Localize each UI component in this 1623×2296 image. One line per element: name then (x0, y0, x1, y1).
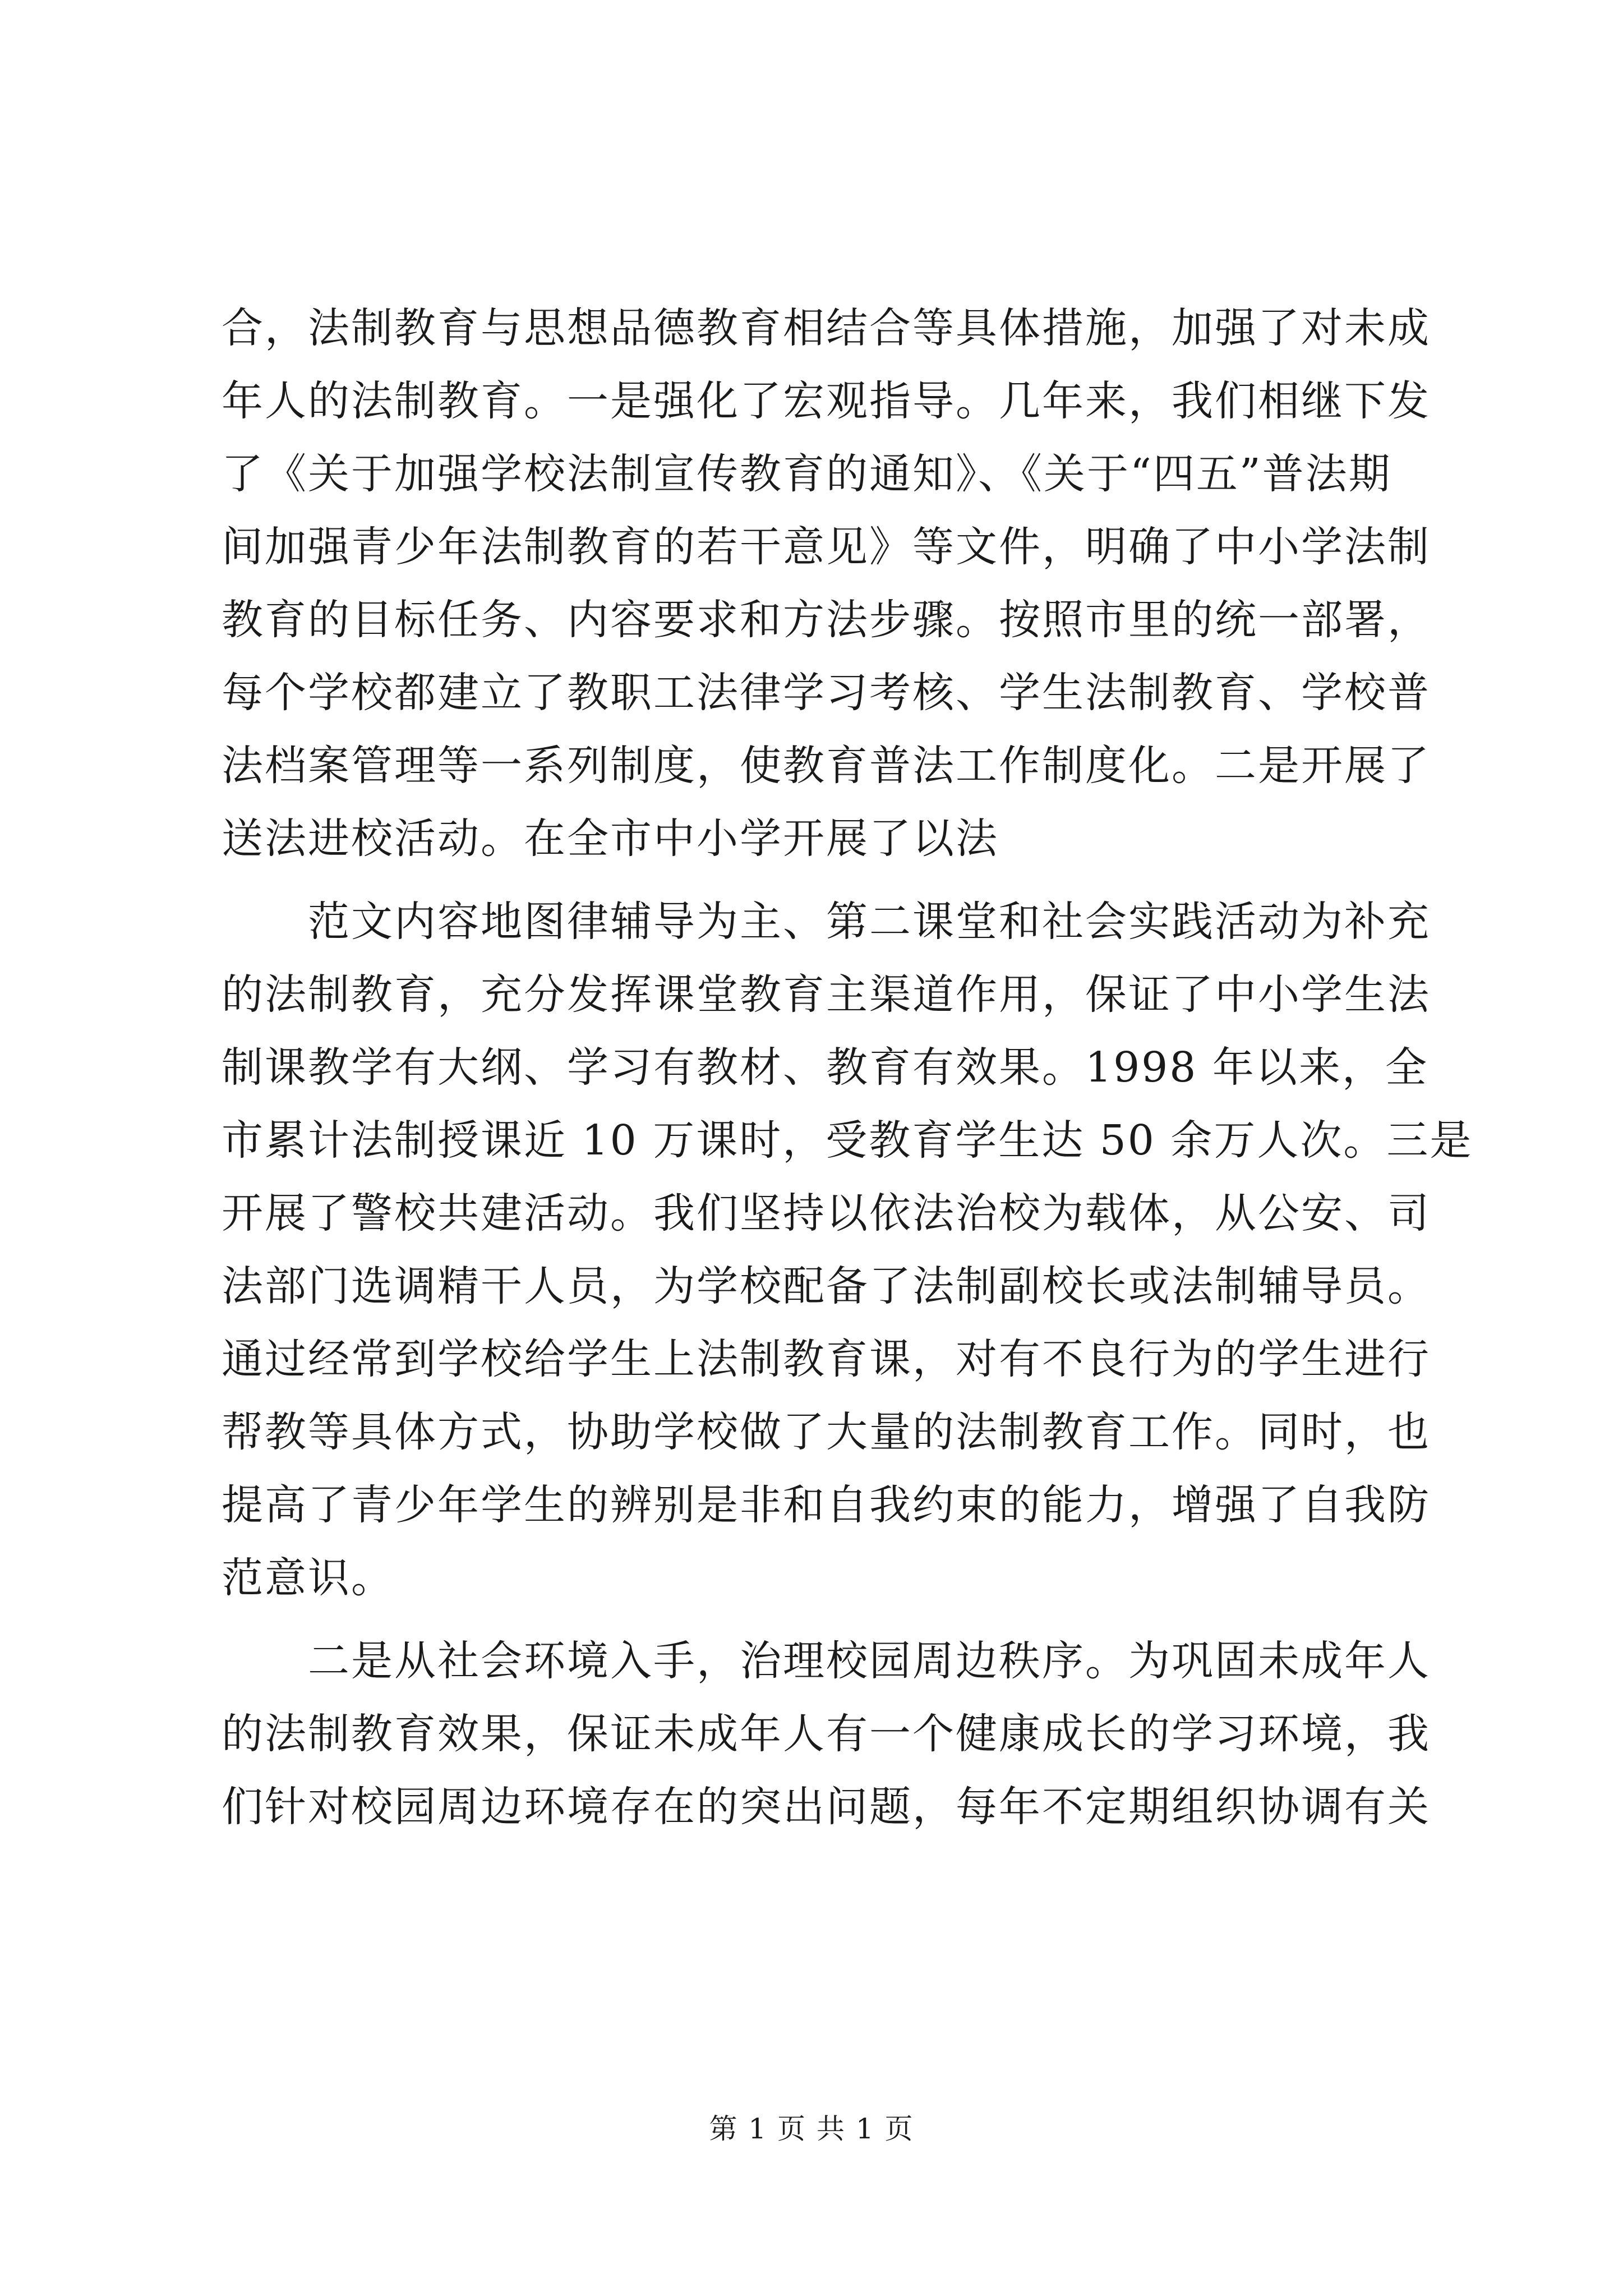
paragraph-1 (222, 292, 1431, 875)
text-line: 们针对校园周边环境存在的突出问题，每年不定期组织协调有关 (222, 1783, 1431, 1831)
page-footer: 第 1 页 共 1 页 (709, 2113, 914, 2145)
text-line: 间加强青少年法制教育的若干意见》等文件，明确了中小学法制 (222, 523, 1431, 571)
text-line: 每个学校都建立了教职工法律学习考核、学生法制教育、学校普 (222, 669, 1431, 717)
text-line: 帮教等具体方式，协助学校做了大量的法制教育工作。同时，也 (222, 1408, 1431, 1456)
text-line: 市累计法制授课近 10 万课时，受教育学生达 50 余万人次。三是 (222, 1116, 1473, 1165)
text-line: 范文内容地图律辅导为主、第二课堂和社会实践活动为补充 (222, 898, 1431, 946)
text-line: 法档案管理等一系列制度，使教育普法工作制度化。二是开展了 (222, 742, 1431, 790)
text-line: 开展了警校共建活动。我们坚持以依法治校为载体，从公安、司 (222, 1189, 1431, 1237)
text-line: 制课教学有大纲、学习有教材、教育有效果。1998 年以来，全 (222, 1043, 1428, 1092)
text-line: 法部门选调精干人员，为学校配备了法制副校长或法制辅导员。 (222, 1262, 1431, 1310)
text-line: 范意识。 (222, 1554, 394, 1602)
document-body (222, 292, 1473, 1843)
text-line: 二是从社会环境入手，治理校园周边秩序。为巩固未成年人 (222, 1637, 1431, 1685)
paragraph-3 (222, 1625, 1431, 1843)
text-line: 教育的目标任务、内容要求和方法步骤。按照市里的统一部署， (222, 596, 1431, 644)
text-line: 合，法制教育与思想品德教育相结合等具体措施，加强了对未成 (222, 304, 1431, 352)
text-line: 送法进校活动。在全市中小学开展了以法 (222, 815, 999, 863)
text-line: 了《关于加强学校法制宣传教育的通知》、《关于“四五”普法期 (222, 450, 1392, 498)
text-line: 提高了青少年学生的辨别是非和自我约束的能力，增强了自我防 (222, 1481, 1431, 1529)
text-line: 的法制教育，充分发挥课堂教育主渠道作用，保证了中小学生法 (222, 970, 1431, 1019)
text-line: 年人的法制教育。一是强化了宏观指导。几年来，我们相继下发 (222, 377, 1431, 425)
paragraph-2 (222, 885, 1473, 1614)
text-line: 的法制教育效果，保证未成年人有一个健康成长的学习环境，我 (222, 1710, 1431, 1758)
text-line: 通过经常到学校给学生上法制教育课，对有不良行为的学生进行 (222, 1335, 1431, 1383)
